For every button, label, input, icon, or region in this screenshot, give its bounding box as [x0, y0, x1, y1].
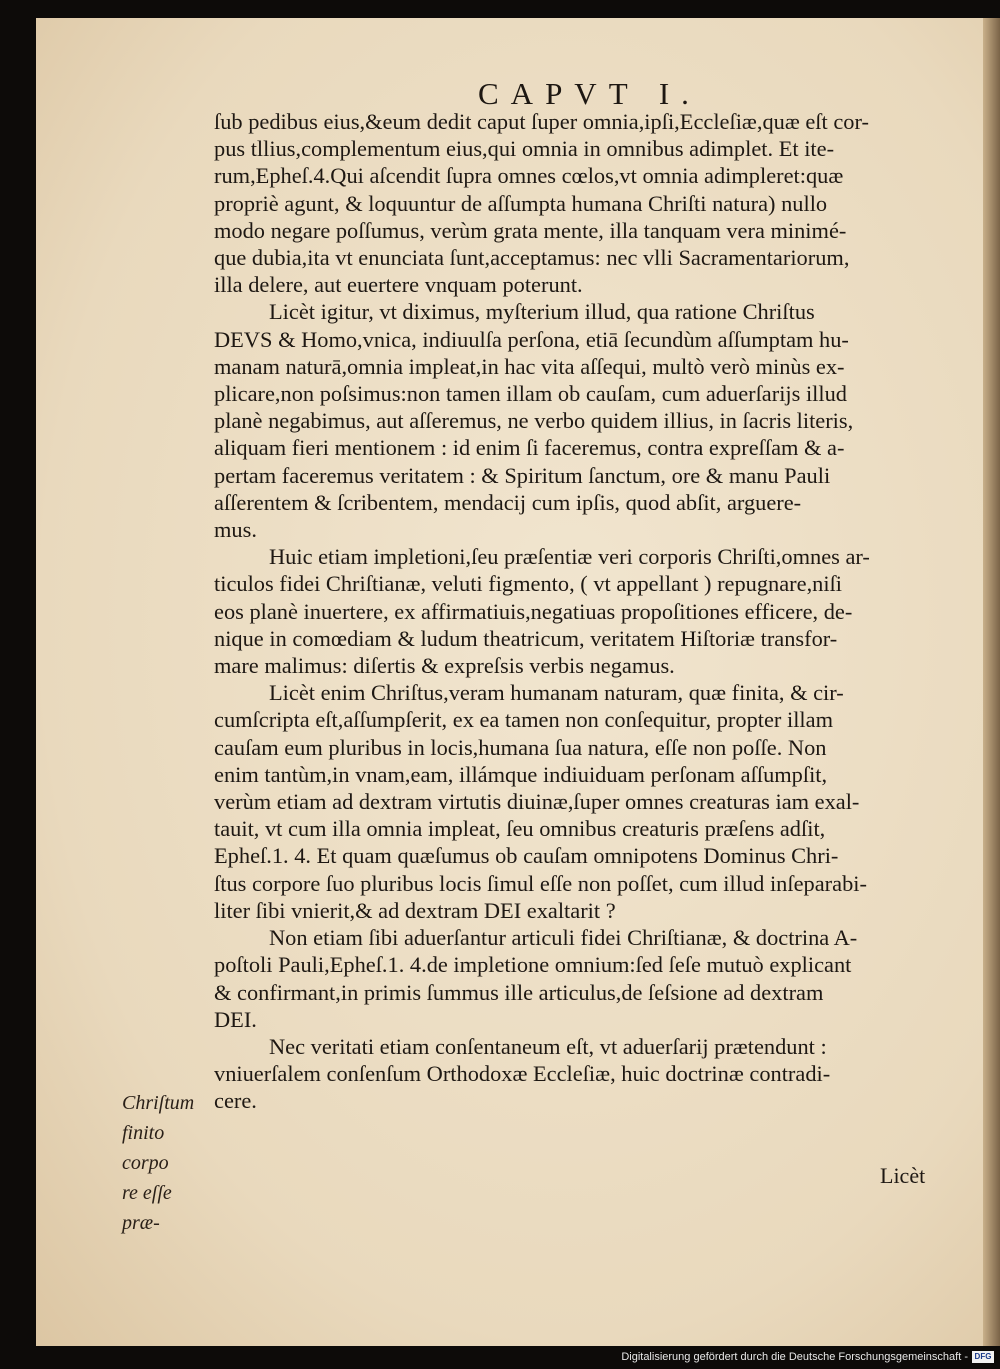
text-line: Licèt igitur, vt diximus, myſterium illud, qua ratione Chriſtus: [269, 299, 815, 325]
paragraph: [214, 543, 936, 679]
text-line: tauit, vt cum illa omnia impleat, ſeu omnibus creaturis præſens adſit,: [214, 816, 826, 842]
text-line: propriè agunt, & loquuntur de aſſumpta humana Chriſti natura) nullo: [214, 190, 828, 216]
text-line: Huic etiam impletioni,ſeu præſentiæ veri corporis Chriſti,omnes ar-: [269, 544, 870, 570]
text-line: liter ſibi vnierit,& ad dextram DEI exaltarit ?: [214, 897, 616, 923]
text-line: Nec veritati etiam conſentaneum eſt, vt aduerſarij prætendunt :: [269, 1033, 827, 1059]
text-line: mus.: [214, 517, 257, 543]
text-line: modo negare poſſumus, verùm grata mente, illa tanquam vera minimé-: [214, 217, 847, 243]
dfg-logo-icon: DFG: [972, 1351, 994, 1363]
paragraph: [214, 298, 936, 543]
text-line: pus tllius,complementum eius,qui omnia in omnibus adimplet. Et ite-: [214, 136, 835, 162]
text-line: Non etiam ſibi aduerſantur articuli fidei Chriſtianæ, & doctrina A-: [269, 925, 858, 951]
text-line: vniuerſalem conſenſum Orthodoxæ Eccleſiæ, huic doctrinæ contradi-: [214, 1061, 831, 1087]
paragraph: [214, 108, 936, 298]
text-line: ſub pedibus eius,&eum dedit caput ſuper omnia,ipſi,Eccleſiæ,quæ eſt cor-: [214, 109, 869, 134]
catchword: Licèt: [880, 1163, 926, 1188]
text-line: ſtus corpore ſuo pluribus locis ſimul eſſe non poſſet, cum illud inſeparabi-: [214, 870, 867, 896]
text-line: verùm etiam ad dextram virtutis diuinæ,ſuper omnes creaturas iam exal-: [214, 789, 860, 815]
text-line: Epheſ.1. 4. Et quam quæſumus ob cauſam omnipotens Dominus Chri-: [214, 843, 839, 869]
page-edge: [983, 18, 1000, 1346]
text-line: aſſerentem & ſcribentem, mendacij cum ipſis, quod abſit, arguere-: [214, 489, 802, 515]
text-line: manam naturā,omnia impleat,in hac vita aſſequi, multò verò minùs ex-: [214, 353, 845, 379]
text-line: enim tantùm,in vnam,eam, illámque indiuiduam perſonam aſſumpſit,: [214, 761, 828, 787]
text-line: nique in comœdiam & ludum theatricum, veritatem Hiſtoriæ transfor-: [214, 625, 838, 651]
text-line: pertam faceremus veritatem : & Spiritum ſanctum, ore & manu Pauli: [214, 462, 831, 488]
text-line: & confirmant,in primis ſummus ille articulus,de ſeſsione ad dextram: [214, 979, 824, 1005]
paragraph: [214, 679, 936, 924]
margin-note-line: finito corpo: [122, 1122, 169, 1174]
text-line: ticulos fidei Chriſtianæ, veluti figmento, ( vt appellant ) repugnare,niſi: [214, 571, 843, 597]
text-line: mare malimus: diſertis & expreſsis verbis negamus.: [214, 653, 675, 679]
text-line: cere.: [214, 1088, 257, 1114]
paragraph: [214, 924, 936, 1033]
text-line: DEI.: [214, 1006, 257, 1032]
text-line: rum,Epheſ.4.Qui aſcendit ſupra omnes cœlos,vt omnia adimpleret:quæ: [214, 163, 844, 189]
footer-credit: Digitalisierung gefördert durch die Deutsche Forschungsgemeinschaft -: [621, 1351, 968, 1363]
body-text: [214, 108, 936, 1115]
paragraph: [214, 1033, 936, 1115]
text-line: illa delere, aut euertere vnquam poterunt.: [214, 272, 583, 298]
margin-note-line: Chriſtum: [122, 1092, 195, 1114]
margin-note-line: re eſſe præ-: [122, 1182, 172, 1234]
text-line: poſtoli Pauli,Epheſ.1. 4.de impletione omnium:ſed ſeſe mutuò explicant: [214, 952, 852, 978]
text-line: cauſam eum pluribus in locis,humana ſua natura, eſſe non poſſe. Non: [214, 734, 827, 760]
text-line: que dubia,ita vt enunciata ſunt,acceptamus: nec vlli Sacramentariorum,: [214, 245, 850, 271]
text-line: plicare,non poſsimus:non tamen illam ob cauſam, cum aduerſarijs illud: [214, 381, 848, 407]
text-line: planè negabimus, aut aſſeremus, ne verbo quidem illius, in ſacris literis,: [214, 408, 854, 434]
margin-note: [122, 1088, 214, 1238]
text-line: eos planè inuertere, ex affirmatiuis,negatiuas propoſitiones efficere, de-: [214, 598, 853, 624]
running-head: CAPVT I.: [478, 76, 701, 111]
text-line: aliquam fieri mentionem : id enim ſi faceremus, contra expreſſam & a-: [214, 435, 845, 461]
text-line: cumſcripta eſt,aſſumpſerit, ex ea tamen non conſequitur, propter illam: [214, 707, 833, 733]
text-line: DEVS & Homo,vnica, indiuulſa perſona, etiā ſecundùm aſſumptam hu-: [214, 326, 849, 352]
text-line: Licèt enim Chriſtus,veram humanam naturam, quæ finita, & cir-: [269, 680, 844, 706]
